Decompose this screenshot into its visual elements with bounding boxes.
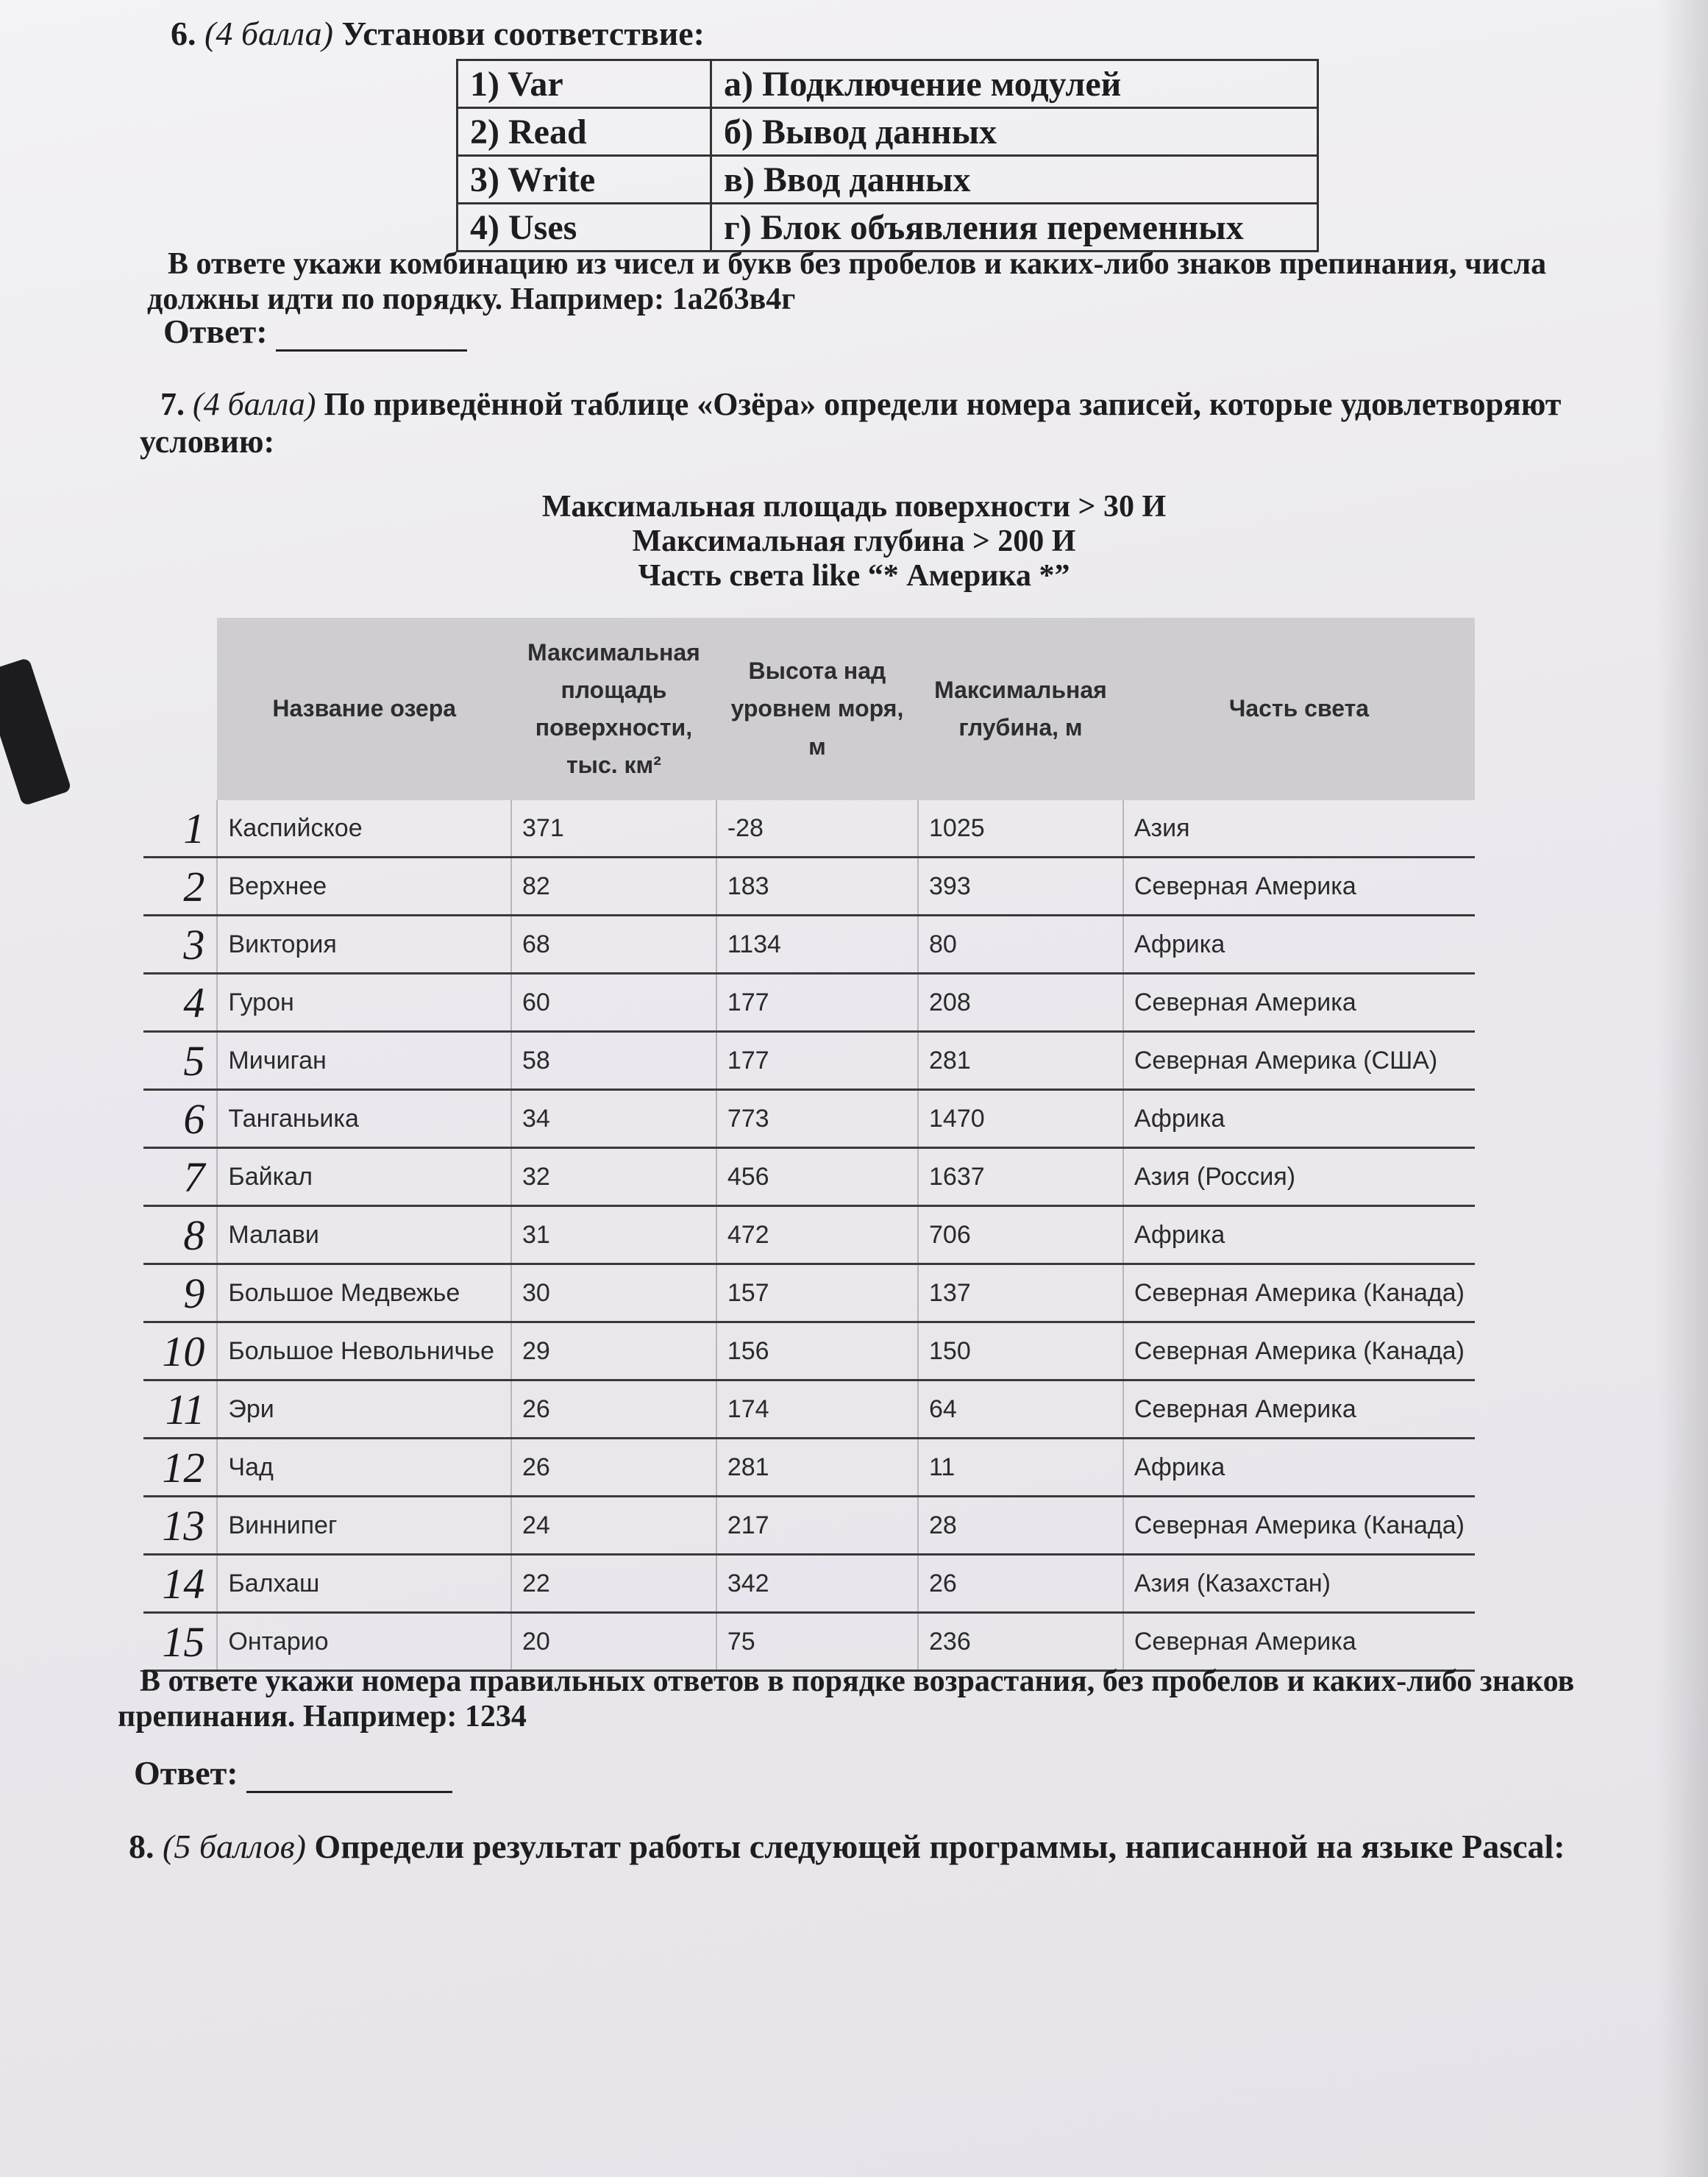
- depth-cell: 1025: [918, 800, 1123, 858]
- depth-cell: 64: [918, 1380, 1123, 1439]
- lake-name-cell: Онтарио: [217, 1613, 511, 1671]
- header-lake-name: Название озера: [217, 618, 511, 800]
- region-cell: Северная Америка: [1123, 858, 1475, 916]
- row-number: 6: [143, 1090, 217, 1148]
- depth-cell: 1637: [918, 1148, 1123, 1206]
- altitude-cell: 456: [716, 1148, 918, 1206]
- area-cell: 31: [511, 1206, 716, 1264]
- area-cell: 29: [511, 1322, 716, 1380]
- area-cell: 30: [511, 1264, 716, 1322]
- altitude-cell: -28: [716, 800, 918, 858]
- region-cell: Северная Америка: [1123, 974, 1475, 1032]
- row-number: 1: [143, 800, 217, 858]
- region-cell: Северная Америка: [1123, 1613, 1475, 1671]
- row-number: 12: [143, 1439, 217, 1497]
- q8-points: (5 баллов): [163, 1828, 306, 1865]
- region-cell: Азия (Россия): [1123, 1148, 1475, 1206]
- lake-name-cell: Большое Медвежье: [217, 1264, 511, 1322]
- q7-number: 7.: [160, 386, 185, 422]
- q7-condition-1: Максимальная площадь поверхности > 30 И: [541, 490, 1167, 524]
- region-cell: Северная Америка (Канада): [1123, 1322, 1475, 1380]
- match-row: [458, 156, 1318, 204]
- q6-instruction: В ответе укажи комбинацию из чисел и букв без пробелов и каких-либо знаков препинания, числа должны идти по порядку. Например: 1а2б3в4г: [147, 247, 1547, 317]
- lake-row: [143, 1032, 1475, 1090]
- depth-cell: 150: [918, 1322, 1123, 1380]
- q6-points: (4 балла): [204, 15, 333, 52]
- match-row: [458, 60, 1318, 108]
- q6-title: Установи соответствие:: [341, 15, 705, 52]
- area-cell: 82: [511, 858, 716, 916]
- q8-number: 8.: [129, 1828, 154, 1865]
- region-cell: Азия: [1123, 800, 1475, 858]
- q6-number: 6.: [171, 15, 196, 52]
- q6-answer-field[interactable]: [276, 320, 467, 352]
- lake-row: [143, 1380, 1475, 1439]
- row-number: 9: [143, 1264, 217, 1322]
- q7-heading: [140, 386, 1640, 460]
- depth-cell: 80: [918, 916, 1123, 974]
- lake-row: [143, 800, 1475, 858]
- lake-name-cell: Мичиган: [217, 1032, 511, 1090]
- match-left-cell: 1) Var: [458, 60, 711, 108]
- lake-row: [143, 974, 1475, 1032]
- altitude-cell: 156: [716, 1322, 918, 1380]
- lake-row: [143, 1613, 1475, 1671]
- q6-answer-label: Ответ:: [163, 313, 268, 350]
- lake-row: [143, 1439, 1475, 1497]
- match-row: [458, 108, 1318, 156]
- lake-row: [143, 1264, 1475, 1322]
- header-altitude: Высота над уровнем моря, м: [716, 618, 918, 800]
- match-left-cell: 3) Write: [458, 156, 711, 204]
- q8-heading: [129, 1828, 1659, 1867]
- q7-instruction: В ответе укажи номера правильных ответов в порядке возрастания, без пробелов и каких-либо знаков препинания. Например: 1234: [118, 1664, 1575, 1734]
- row-number: 14: [143, 1555, 217, 1613]
- depth-cell: 26: [918, 1555, 1123, 1613]
- depth-cell: 28: [918, 1497, 1123, 1555]
- match-right-cell: г) Блок объявления переменных: [711, 204, 1318, 252]
- altitude-cell: 174: [716, 1380, 918, 1439]
- depth-cell: 208: [918, 974, 1123, 1032]
- q6-match-table: [456, 59, 1319, 252]
- region-cell: Азия (Казахстан): [1123, 1555, 1475, 1613]
- q7-condition-2: Максимальная глубина > 200 И: [632, 524, 1076, 558]
- row-number: 5: [143, 1032, 217, 1090]
- altitude-cell: 157: [716, 1264, 918, 1322]
- altitude-cell: 281: [716, 1439, 918, 1497]
- region-cell: Африка: [1123, 1090, 1475, 1148]
- q6-answer: [163, 313, 467, 352]
- row-number: 11: [143, 1380, 217, 1439]
- row-number: 3: [143, 916, 217, 974]
- paper-fold-shadow: [1657, 0, 1708, 2177]
- region-cell: Африка: [1123, 916, 1475, 974]
- altitude-cell: 217: [716, 1497, 918, 1555]
- q7-condition-3: Часть света like “* Америка *”: [638, 559, 1070, 593]
- q6-heading: [171, 15, 705, 54]
- depth-cell: 393: [918, 858, 1123, 916]
- area-cell: 34: [511, 1090, 716, 1148]
- area-cell: 371: [511, 800, 716, 858]
- altitude-cell: 177: [716, 974, 918, 1032]
- lake-row: [143, 1322, 1475, 1380]
- region-cell: Африка: [1123, 1206, 1475, 1264]
- altitude-cell: 75: [716, 1613, 918, 1671]
- lake-name-cell: Виктория: [217, 916, 511, 974]
- area-cell: 26: [511, 1380, 716, 1439]
- depth-cell: 137: [918, 1264, 1123, 1322]
- depth-cell: 236: [918, 1613, 1123, 1671]
- lake-row: [143, 1206, 1475, 1264]
- lake-row: [143, 916, 1475, 974]
- lake-name-cell: Гурон: [217, 974, 511, 1032]
- depth-cell: 1470: [918, 1090, 1123, 1148]
- lake-row: [143, 1090, 1475, 1148]
- lake-name-cell: Верхнее: [217, 858, 511, 916]
- row-number: 13: [143, 1497, 217, 1555]
- header-region: Часть света: [1123, 618, 1475, 800]
- match-right-cell: в) Ввод данных: [711, 156, 1318, 204]
- match-right-cell: б) Вывод данных: [711, 108, 1318, 156]
- lake-name-cell: Эри: [217, 1380, 511, 1439]
- area-cell: 24: [511, 1497, 716, 1555]
- area-cell: 58: [511, 1032, 716, 1090]
- lake-name-cell: Малави: [217, 1206, 511, 1264]
- lake-name-cell: Байкал: [217, 1148, 511, 1206]
- lake-row: [143, 858, 1475, 916]
- altitude-cell: 183: [716, 858, 918, 916]
- match-row: [458, 204, 1318, 252]
- region-cell: Северная Америка (Канада): [1123, 1264, 1475, 1322]
- match-left-cell: 4) Uses: [458, 204, 711, 252]
- lake-name-cell: Каспийское: [217, 800, 511, 858]
- row-number: 4: [143, 974, 217, 1032]
- row-number: 7: [143, 1148, 217, 1206]
- lake-row: [143, 1555, 1475, 1613]
- header-index-blank: [143, 618, 217, 800]
- match-left-cell: 2) Read: [458, 108, 711, 156]
- q7-answer-field[interactable]: [246, 1761, 452, 1793]
- row-number: 10: [143, 1322, 217, 1380]
- header-max-depth: Максимальная глубина, м: [918, 618, 1123, 800]
- header-max-area: Максимальная площадь поверхности, тыс. км²: [511, 618, 716, 800]
- lake-name-cell: Балхаш: [217, 1555, 511, 1613]
- region-cell: Северная Америка: [1123, 1380, 1475, 1439]
- altitude-cell: 773: [716, 1090, 918, 1148]
- q7-title: По приведённой таблице «Озёра» определи номера записей, которые удовлетворяют условию:: [140, 386, 1562, 460]
- area-cell: 26: [511, 1439, 716, 1497]
- lake-row: [143, 1497, 1475, 1555]
- area-cell: 68: [511, 916, 716, 974]
- row-number: 15: [143, 1613, 217, 1671]
- lakes-header-row: [143, 618, 1475, 800]
- area-cell: 22: [511, 1555, 716, 1613]
- row-number: 8: [143, 1206, 217, 1264]
- lake-name-cell: Большое Невольничье: [217, 1322, 511, 1380]
- region-cell: Африка: [1123, 1439, 1475, 1497]
- q7-points: (4 балла): [193, 386, 316, 422]
- row-number: 2: [143, 858, 217, 916]
- depth-cell: 11: [918, 1439, 1123, 1497]
- lake-name-cell: Виннипег: [217, 1497, 511, 1555]
- lake-name-cell: Чад: [217, 1439, 511, 1497]
- region-cell: Северная Америка (Канада): [1123, 1497, 1475, 1555]
- altitude-cell: 342: [716, 1555, 918, 1613]
- area-cell: 60: [511, 974, 716, 1032]
- q8-title: Определи результат работы следующей программы, написанной на языке Pascal:: [314, 1828, 1565, 1865]
- region-cell: Северная Америка (США): [1123, 1032, 1475, 1090]
- lake-name-cell: Танганьика: [217, 1090, 511, 1148]
- altitude-cell: 472: [716, 1206, 918, 1264]
- match-right-cell: а) Подключение модулей: [711, 60, 1318, 108]
- q7-answer-label: Ответ:: [134, 1754, 238, 1792]
- area-cell: 32: [511, 1148, 716, 1206]
- q7-answer: [134, 1754, 452, 1793]
- altitude-cell: 177: [716, 1032, 918, 1090]
- lakes-table: [143, 618, 1475, 1672]
- altitude-cell: 1134: [716, 916, 918, 974]
- lake-row: [143, 1148, 1475, 1206]
- area-cell: 20: [511, 1613, 716, 1671]
- depth-cell: 706: [918, 1206, 1123, 1264]
- depth-cell: 281: [918, 1032, 1123, 1090]
